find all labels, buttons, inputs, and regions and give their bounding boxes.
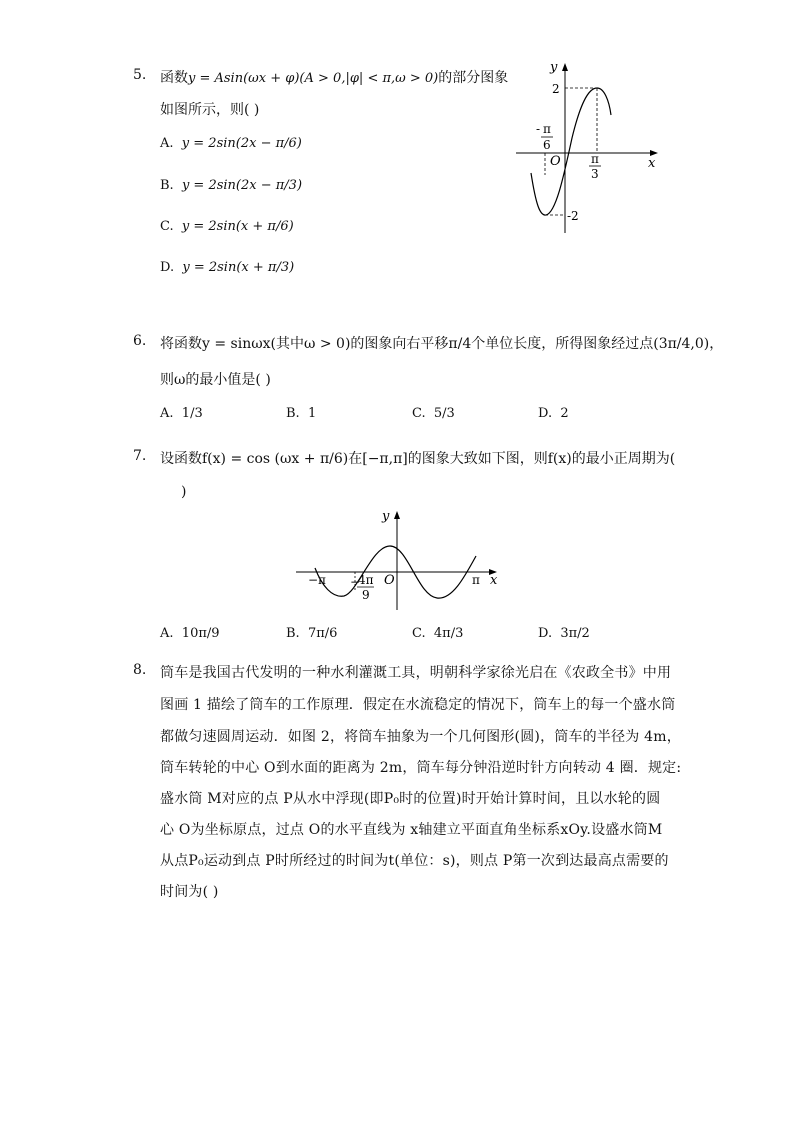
q7-number: 7. [133, 448, 147, 464]
q5-option-a [160, 136, 302, 151]
q7-option-a [160, 626, 220, 641]
q6-option-d [538, 406, 569, 421]
q7-stem-line1: 设函数f(x) = cos (ωx + π/6)在[−π,π]的图象大致如下图，则f(x)的最小正周期为( [160, 451, 676, 467]
option-label: D. [160, 260, 175, 275]
x-label: x [490, 573, 498, 588]
tick-num: 4π [358, 573, 374, 587]
neg-pi6-num: π [543, 122, 551, 136]
pi3-den: 3 [591, 167, 599, 181]
option-text: y = 2sin(2x − π/6) [181, 136, 302, 151]
option-text: 1 [307, 406, 317, 421]
origin-label: O [550, 154, 561, 169]
q6-option-c [412, 406, 455, 421]
option-text: y = 2sin(x + π/6) [181, 219, 294, 234]
y-axis-arrow-icon [394, 511, 400, 519]
option-label: C. [160, 219, 174, 234]
q5-stem [160, 67, 508, 87]
q6-number: 6. [133, 333, 147, 349]
q8-line-1: 筒车是我国古代发明的一种水利灌溉工具，明朝科学家徐光启在《农政全书》中用 [160, 665, 672, 681]
q7-option-b [286, 626, 337, 641]
option-label: B. [286, 626, 300, 641]
q8-line-3: 都做匀速圆周运动．如图 2，将筒车抽象为一个几何图形(圆)，筒车的半径为 4m， [160, 729, 681, 745]
q8-line-6: 心 O为坐标原点，过点 O的水平直线为 x轴建立平面直角坐标系xOy.设盛水筒M [160, 822, 663, 838]
neg-sign: - [536, 122, 541, 136]
q8-line-4: 筒车转轮的中心 O到水面的距离为 2m，筒车每分钟沿逆时针方向转动 4 圈．规定: [160, 760, 682, 776]
option-text: 7π/6 [307, 626, 338, 641]
option-text: y = 2sin(2x − π/3) [181, 178, 303, 193]
q7-option-d [538, 626, 590, 641]
q7-option-c [412, 626, 463, 641]
pi-label: π [472, 573, 480, 587]
neg-pi6-den: 6 [543, 138, 551, 152]
q6-stem-line1: 将函数y = sinωx(其中ω > 0)的图象向右平移π/4个单位长度，所得图象经过点(3π/4,0)， [160, 336, 724, 352]
option-text: 10π/9 [181, 626, 220, 641]
option-label: C. [412, 406, 426, 421]
q8-line-2: 图画 1 描绘了筒车的工作原理．假定在水流稳定的情况下，筒车上的每一个盛水筒 [160, 697, 676, 713]
q5-option-b [160, 178, 302, 193]
option-label: B. [286, 406, 300, 421]
x-label: x [648, 156, 656, 171]
option-text: 2 [560, 406, 569, 421]
pi3-num: π [591, 152, 599, 166]
option-text: 5/3 [433, 406, 455, 421]
option-label: C. [412, 626, 426, 641]
option-label: A. [160, 136, 174, 151]
tick-sign: − [350, 575, 361, 589]
option-label: B. [160, 178, 174, 193]
q5-number: 5. [133, 67, 147, 83]
q8-line-7: 从点P₀运动到点 P时所经过的时间为t(单位：s)，则点 P第一次到达最高点需要的 [160, 853, 669, 869]
option-text: 3π/2 [560, 626, 590, 641]
origin-label: O [384, 573, 395, 588]
q6-option-a [160, 406, 203, 421]
option-label: D. [538, 626, 553, 641]
q5-stem-formula: y = Asin(ωx + φ)(A > 0,|φ| < π,ω > 0) [188, 71, 439, 86]
q8-line-5: 盛水筒 M对应的点 P从水中浮现(即P₀时的位置)时开始计算时间，且以水轮的圆 [160, 791, 661, 807]
q6-option-b [286, 406, 316, 421]
option-label: D. [538, 406, 553, 421]
q8-line-8: 时间为( ) [160, 884, 219, 900]
option-text: 1/3 [181, 406, 203, 421]
q5-stem-suffix: 的部分图象 [438, 70, 509, 86]
option-text: 4π/3 [433, 626, 464, 641]
q5-stem-prefix: 函数 [160, 70, 188, 86]
q7-graph [292, 506, 502, 614]
option-label: A. [160, 406, 174, 421]
tick-den: 9 [362, 588, 370, 602]
q6-stem-line2: 则ω的最小值是( ) [160, 372, 271, 388]
y-axis-arrow-icon [562, 63, 568, 71]
y-label: y [382, 509, 390, 524]
neg-pi-label: −π [308, 573, 326, 587]
q5-graph [510, 55, 670, 240]
option-text: y = 2sin(x + π/3) [182, 260, 295, 275]
y-min-label: -2 [567, 209, 579, 223]
q8-number: 8. [133, 662, 147, 678]
q5-option-c [160, 219, 294, 234]
q5-option-d [160, 260, 294, 275]
option-label: A. [160, 626, 174, 641]
y-label: y [550, 60, 558, 75]
y-max-label: 2 [552, 82, 560, 96]
q5-stem-line2: 如图所示，则( ) [160, 102, 260, 118]
q7-stem-line2: ) [181, 484, 187, 500]
